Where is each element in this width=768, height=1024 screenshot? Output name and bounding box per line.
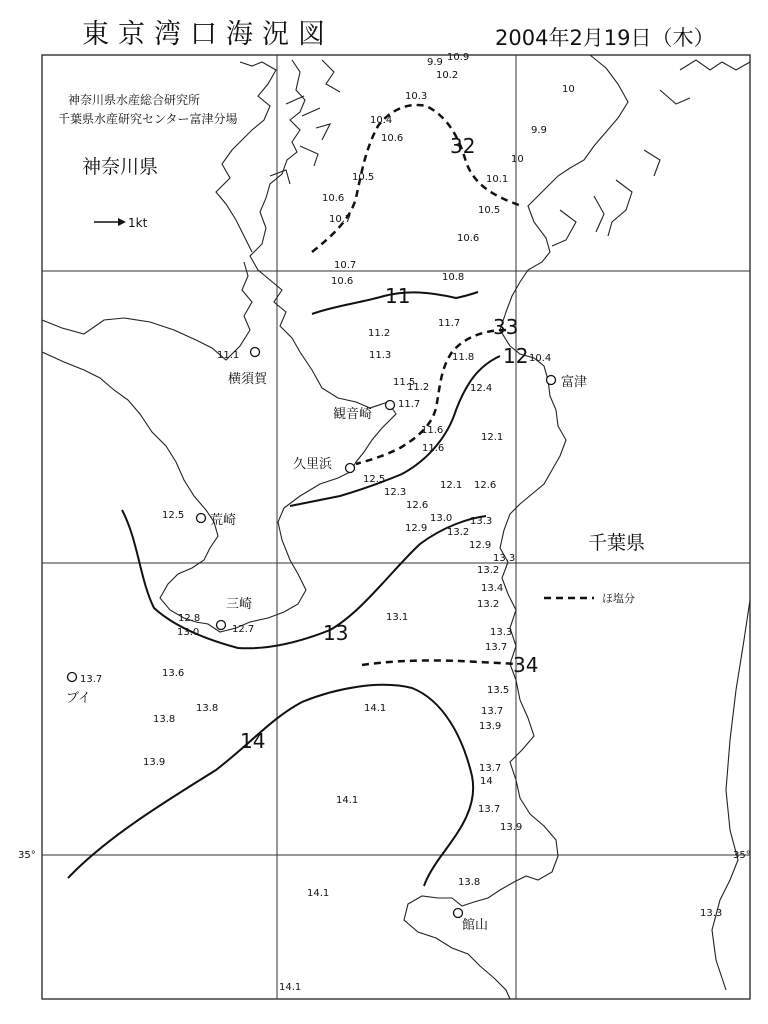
yokohama-port	[216, 62, 276, 252]
temperature-reading: 10.3	[405, 91, 428, 102]
temperature-reading: 10	[562, 84, 575, 95]
temperature-reading: 14.1	[364, 703, 387, 714]
temperature-reading: 13.6	[162, 668, 185, 679]
temperature-reading: 13.3	[470, 516, 493, 527]
temperature-reading: 12.1	[440, 480, 463, 491]
temperature-reading: 10.2	[436, 70, 459, 81]
temperature-reading: 10.7	[334, 260, 357, 271]
isotherm-label: 12	[503, 344, 529, 368]
temperature-reading: 12.4	[470, 383, 493, 394]
temperature-reading: 11.8	[452, 352, 475, 363]
temperature-reading: 10.6	[331, 276, 354, 287]
temperature-reading: 13.1	[386, 612, 409, 623]
temperature-reading: 10.1	[486, 174, 509, 185]
map-title: 東京湾口海況図	[82, 19, 334, 50]
temperature-reading: 10.4	[370, 115, 393, 126]
temperature-reading: 12.7	[232, 624, 255, 635]
temperature-reading: 12.1	[481, 432, 504, 443]
temperature-reading: 13.2	[477, 599, 500, 610]
place-label: 横須賀	[228, 372, 268, 387]
temperature-reading: 10	[511, 154, 524, 165]
temperature-reading: 11.5	[393, 377, 416, 388]
temperature-reading: 11.3	[369, 350, 392, 361]
temperature-reading: 13.7	[80, 674, 103, 685]
temperature-reading: 12.6	[474, 480, 497, 491]
credit-chiba: 千葉県水産研究センター富津分場	[58, 112, 238, 126]
temperature-reading: 13.0	[430, 513, 453, 524]
temperature-reading: 13.9	[143, 757, 166, 768]
kanagawa-coast-north	[42, 262, 252, 360]
temperature-reading: 13.9	[500, 822, 523, 833]
temperature-reading: 13.3	[493, 553, 516, 564]
temperature-reading: 13.7	[485, 642, 508, 653]
temperature-reading: 10.5	[478, 205, 501, 216]
place-marker-icon	[454, 909, 463, 918]
temperature-reading: 10.6	[457, 233, 480, 244]
temperature-reading: 10.5	[352, 172, 375, 183]
temperature-reading: 13.2	[447, 527, 470, 538]
temperature-reading: 11.2	[368, 328, 391, 339]
temperature-reading: 13.7	[478, 804, 501, 815]
temperature-reading: 12.9	[405, 523, 428, 534]
temperature-reading: 11.7	[398, 399, 421, 410]
place-label: 館山	[462, 918, 489, 933]
temperature-reading: 12.5	[363, 474, 386, 485]
place-marker-icon	[197, 514, 206, 523]
map-date: 2004年2月19日（木）	[495, 26, 715, 50]
isotherm-14	[68, 685, 473, 886]
temperature-reading: 13.7	[479, 763, 502, 774]
temperature-reading: 10.6	[322, 193, 345, 204]
scale-arrow-icon	[118, 218, 126, 226]
place-label: ブイ	[66, 691, 91, 706]
place-marker-icon	[217, 621, 226, 630]
temperature-reading: 13.3	[700, 908, 723, 919]
temperature-reading: 14.1	[307, 888, 330, 899]
temperature-reading: 11.1	[217, 350, 240, 361]
temperature-reading: 13.4	[481, 583, 504, 594]
temperature-reading: 14	[480, 776, 493, 787]
temperature-reading: 10.6	[381, 133, 404, 144]
chiba-factories	[552, 60, 750, 246]
scale-label: 1kt	[128, 216, 148, 230]
temperature-reading: 13.8	[458, 877, 481, 888]
temperature-reading: 10.7	[329, 214, 352, 225]
chiba-coast-east	[712, 600, 750, 990]
prefecture-chiba: 千葉県	[588, 532, 646, 554]
credit-kanagawa: 神奈川県水産総合研究所	[68, 93, 201, 107]
temperature-reading: 13.3	[490, 627, 513, 638]
temperature-reading: 14.1	[279, 982, 302, 993]
temperature-reading: 9.9	[427, 57, 443, 68]
temperature-reading: 13.5	[487, 685, 510, 696]
legend-label: ほ塩分	[602, 592, 635, 605]
temperature-reading: 13.8	[153, 714, 176, 725]
place-label: 富津	[561, 375, 588, 390]
temperature-reading: 14.1	[336, 795, 359, 806]
temperature-reading: 12.5	[162, 510, 185, 521]
place-marker-icon	[346, 464, 355, 473]
temperature-reading: 13.2	[477, 565, 500, 576]
map-frame	[42, 55, 750, 999]
place-marker-icon	[251, 348, 260, 357]
temperature-reading: 10.4	[529, 353, 552, 364]
temperature-reading: 13.7	[481, 706, 504, 717]
place-marker-icon	[386, 401, 395, 410]
temperature-reading: 11.7	[438, 318, 461, 329]
temperature-reading: 10.9	[447, 52, 470, 63]
temperature-reading: 11.6	[422, 443, 445, 454]
salinity-34	[362, 660, 518, 665]
temperature-reading: 13.8	[196, 703, 219, 714]
temperature-reading: 12.3	[384, 487, 407, 498]
temperature-reading: 9.9	[531, 125, 547, 136]
place-label: 観音崎	[333, 407, 373, 422]
isotherm-label: 11	[385, 284, 411, 308]
isotherm-label: 13	[323, 621, 349, 645]
temperature-reading: 12.6	[406, 500, 429, 511]
temperature-reading: 13.0	[177, 627, 200, 638]
temperature-reading: 12.9	[469, 540, 492, 551]
latitude-label-left: 35°	[18, 850, 36, 861]
salinity-label: 34	[513, 653, 539, 677]
place-label: 三崎	[226, 597, 253, 612]
temperature-reading: 13.9	[479, 721, 502, 732]
latitude-label-right: 35°	[733, 850, 751, 861]
isotherm-label: 14	[240, 729, 266, 753]
salinity-label: 32	[450, 134, 476, 158]
temperature-reading: 10.8	[442, 272, 465, 283]
place-marker-icon	[547, 376, 556, 385]
place-label: 久里浜	[293, 457, 333, 472]
temperature-readings	[80, 52, 722, 993]
yokohama-piers	[270, 60, 340, 184]
kanagawa-coastline	[42, 60, 396, 632]
place-label: 荒崎	[210, 513, 237, 528]
temperature-reading: 11.2	[407, 382, 430, 393]
temperature-reading: 11.6	[421, 425, 444, 436]
prefecture-kanagawa: 神奈川県	[82, 156, 159, 178]
temperature-reading: 12.8	[178, 613, 201, 624]
place-marker-icon	[68, 673, 77, 682]
salinity-label: 33	[493, 315, 519, 339]
